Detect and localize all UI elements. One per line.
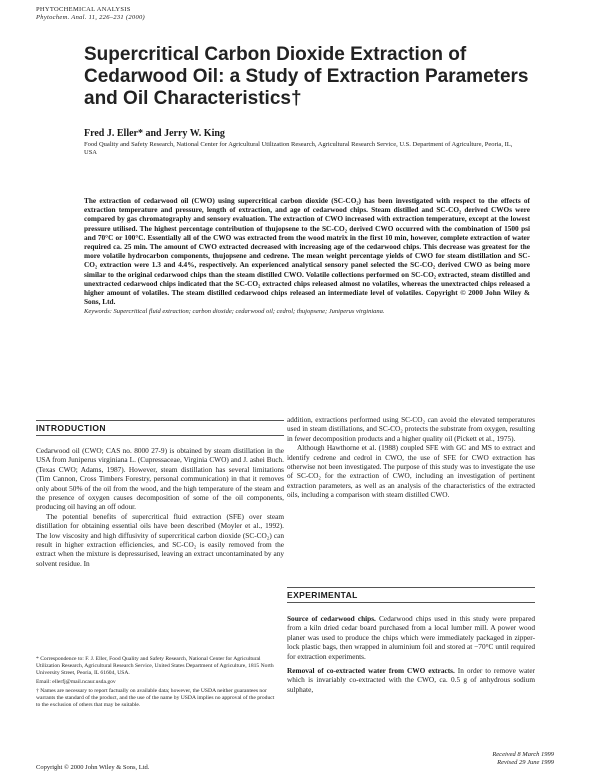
experimental-text-2: In order to remove water which is invariably co-extracted with the CWO, ca. 0.5 g of anhydrous sodium sulphate, — [287, 666, 535, 694]
intro-rule-bottom — [36, 435, 284, 436]
experimental-subheading-2: Removal of co-extracted water from CWO extracts. — [287, 666, 455, 676]
intro-paragraph-3: addition, extractions performed using SC-CO₂ can avoid the elevated temperatures used in steam distillations, and SC-CO₂ protects the substrate from oxygen, resulting in fewer decomposition products and a higher quality oil (Pickett et al., 1975). — [287, 415, 535, 443]
footnote-email: Email: ellerfj@mail.ncaur.usda.gov — [36, 679, 116, 685]
journal-header — [36, 6, 145, 22]
experimental-body — [287, 614, 535, 694]
experimental-paragraph-1 — [287, 614, 535, 661]
intro-paragraph-4: Although Hawthorne et al. (1988) coupled SFE with GC and MS to extract and identify cedrene and cedrol in CWO, the use of SFE for CWO extraction has otherwise not been investigated. The purpose of this study was to investigate the use of SC-CO₂ for the extraction of CWO, including an investigation of pertinent extraction parameters, as well as an analysis of the characteristics of the extracted oils, including a comparison with steam distilled CWO. — [287, 443, 535, 500]
experimental-text-1: Cedarwood chips used in this study were prepared from a kiln dried cedar board purchased from a local lumber mill. A power wood planer was used to produce the chips which were immediately packaged in zipper-lock plastic bags, then wrapped in aluminium foil and stored at −70°C until required for extraction experiments. — [287, 614, 535, 661]
journal-name: PHYTOCHEMICAL ANALYSIS — [36, 6, 131, 13]
left-column — [36, 446, 284, 568]
experimental-subheading-1: Source of cedarwood chips. — [287, 614, 376, 623]
footnotes — [36, 656, 276, 711]
experimental-rule-bottom — [287, 602, 535, 603]
intro-heading: INTRODUCTION — [36, 423, 106, 433]
abstract — [84, 196, 530, 317]
footnote-correspondence: * Correspondence to: F. J. Eller, Food Quality and Safety Research, National Center for Agricultural Utilization Research, Agricultural Research Service, United States Department of Agriculture, 1815 North University Street, Peoria, IL 61604, USA. — [36, 656, 274, 676]
received-date: Received 8 March 1999 — [492, 751, 554, 758]
intro-paragraph-1: Cedarwood oil (CWO; CAS no. 8000 27-9) is obtained by steam distillation in the USA from Juniperus virginiana L. (Cupressaceae, Virginia CWO) and J. ashei Buch. (Texas CWO; Adams, 1987). However, steam distillation has several limitations (Tim Cannon, Cross Timbers Forestry, personal communication) in that it removes only about 50% of the oil from the wood, and the high temperature of the steam and the presence of oxygen causes decomposition of some of the oil components, producing oil having an off odour. — [36, 446, 284, 512]
abstract-text: The extraction of cedarwood oil (CWO) using supercritical carbon dioxide (SC-CO₂) has been investigated with respect to the effects of extraction temperature and pressure, length of extraction, and age of cedarwood chips. Steam distilled and SC-CO₂ derived CWOs were compared by gas chromatography and sensory evaluation. The extraction of CWO increased with extraction temperature, except at the lowest pressure utilised. The highest percentage contribution of thujopsene to the SC-CO₂ derived CWO occurred with the combination of 1500 psi and 70°C or 100°C. Essentially all of the CWO was extracted from the wood matrix in the first 10 min, however, complete extraction of water required ca. 25 min. The amount of CWO extracted decreased with increasing age of the cedarwood chips. This decrease was greatest for the more volatile hydrocarbon components, thujopsene and cedrene. The mean weight percentage yields of CWO for steam distillation and SC-CO₂ extraction were 1.3 and 4.4%, respectively. An experienced analytical sensory panel selected the SC-CO₂ derived CWO as being more similar to the original cedarwood chips than the steam distilled CWO. Volatile collections performed on SC-CO₂ extracted, steam distilled and unextracted cedarwood chips indicated that the SC-CO₂ extracted chips released almost no volatiles, whereas the unextracted chips released a higher amount of volatiles. The steam distilled cedarwood chips released an intermediate level of volatiles. Copyright © 2000 John Wiley & Sons, Ltd. — [84, 196, 530, 307]
author-affiliation: Food Quality and Safety Research, National Center for Agricultural Utilization Research, Agricultural Research Service, U.S. Department of Agriculture, Peoria, IL, USA — [84, 141, 513, 156]
received-dates — [492, 751, 554, 767]
paper-title: Supercritical Carbon Dioxide Extraction of Cedarwood Oil: a Study of Extraction Parameters and Oil Characteristics† — [84, 44, 529, 109]
experimental-heading: EXPERIMENTAL — [287, 590, 358, 600]
right-column — [287, 415, 535, 500]
experimental-rule-top — [287, 587, 535, 588]
intro-rule-top — [36, 420, 284, 421]
experimental-paragraph-2 — [287, 666, 535, 694]
revised-date: Revised 29 June 1999 — [497, 759, 554, 766]
paper-authors: Fred J. Eller* and Jerry W. King — [84, 128, 225, 139]
journal-citation: Phytochem. Anal. 11, 226–231 (2000) — [36, 14, 146, 21]
footnote-note: † Names are necessary to report factually on available data; however, the USDA neither guarantees nor warrants the standard of the product, and the use of the name by USDA implies no approval of the product to the exclusion of others that may be suitable. — [36, 688, 275, 708]
keywords: Keywords: Supercritical fluid extraction; carbon dioxide; cedarwood oil; cedrol; thujopsene; Juniperus virginiana. — [84, 308, 385, 316]
copyright-line: Copyright © 2000 John Wiley & Sons, Ltd. — [36, 764, 150, 771]
intro-paragraph-2: The potential benefits of supercritical fluid extraction (SFE) over steam distillation for obtaining essential oils have been described (Moyler et al., 1992). The low viscosity and high diffusivity of supercritical carbon dioxide (SC-CO₂) can result in higher extraction efficiencies, and SC-CO₂ is easily removed from the extract when the mixture is depressurised, leaving an extract uncontaminated by any solvent residue. In — [36, 511, 284, 568]
